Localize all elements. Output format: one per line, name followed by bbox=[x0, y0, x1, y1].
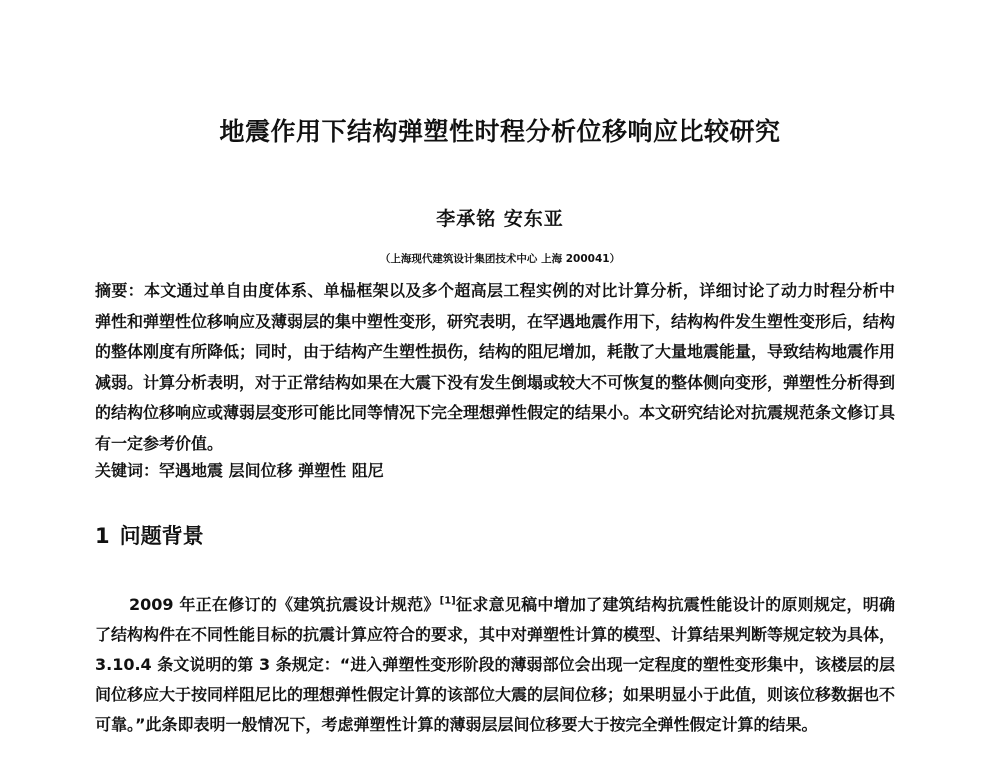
body-paragraph bbox=[95, 590, 895, 740]
section-title: 问题背景 bbox=[119, 524, 204, 548]
abstract-label: 摘要： bbox=[95, 281, 144, 300]
abstract bbox=[95, 276, 895, 459]
paper-affiliation: （上海现代建筑设计集团技术中心 上海 200041） bbox=[379, 253, 621, 265]
keywords-text: 罕遇地震 层间位移 弹塑性 阻尼 bbox=[159, 461, 384, 480]
body-text-part2: 征求意见稿中增加了建筑结构抗震性能设计的原则规定，明确了结构构件在不同性能目标的抗震计算应符合的要求，其中对弹塑性计算的模型、计算结果判断等规定较为具体，3.10.4 条文说明的第 3 条规定：“进入弹塑性变形阶段的薄弱部位会出现一定程度的塑性变形集中，该楼层的层间位移应大于按同样阻尼比的理想弹性假定计算的该部位大震的层间位移；如果明显小于此值，则该位移数据也不可靠。”此条即表明一般情况下，考虑弹塑性计算的薄弱层层间位移要大于按完全弹性假定计算的结果。 bbox=[95, 595, 896, 734]
paper-title: 地震作用下结构弹塑性时程分析位移响应比较研究 bbox=[219, 117, 781, 146]
abstract-text: 本文通过单自由度体系、单榀框架以及多个超高层工程实例的对比计算分析，详细讨论了动力时程分析中弹性和弹塑性位移响应及薄弱层的集中塑性变形，研究表明，在罕遇地震作用下，结构构件发生塑性变形后，结构的整体刚度有所降低；同时，由于结构产生塑性损伤，结构的阻尼增加，耗散了大量地震能量，导致结构地震作用减弱。计算分析表明，对于正常结构如果在大震下没有发生倒塌或较大不可恢复的整体侧向变形，弹塑性分析得到的结构位移响应或薄弱层变形可能比同等情况下完全理想弹性假定的结果小。本文研究结论对抗震规范条文修订具有一定参考价值。 bbox=[95, 281, 896, 453]
section-number: 1 bbox=[95, 524, 110, 548]
keywords bbox=[95, 459, 895, 483]
body-text-part1: 2009 年正在修订的《建筑抗震设计规范》 bbox=[129, 595, 440, 614]
section-heading bbox=[95, 520, 204, 550]
keywords-label: 关键词： bbox=[95, 461, 160, 480]
citation-ref: [1] bbox=[439, 595, 456, 607]
paper-authors: 李承铭 安东亚 bbox=[436, 208, 564, 230]
